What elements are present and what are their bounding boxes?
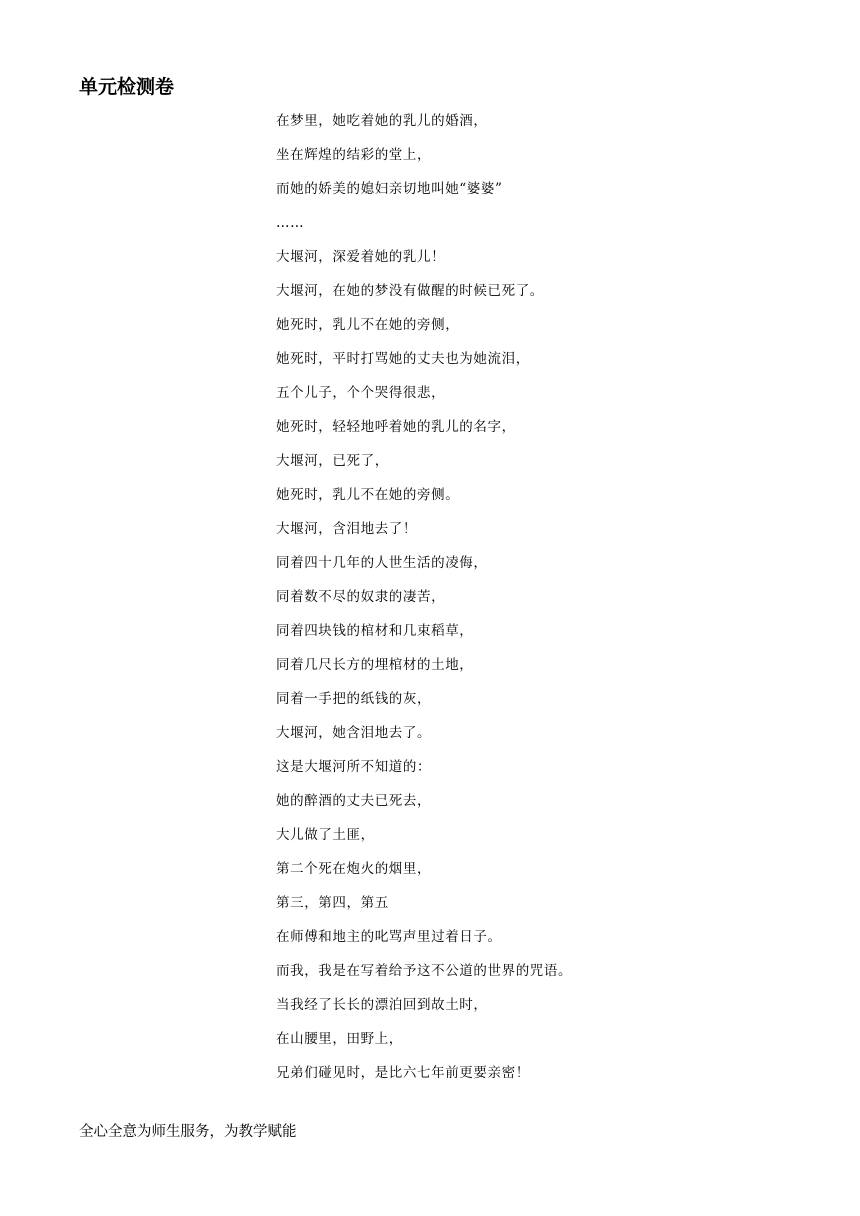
poem-line: 大堰河，含泪地去了！ (276, 521, 417, 537)
poem-line: 兄弟们碰见时，是比六七年前更要亲密！ (276, 1065, 530, 1081)
poem-line: 她死时，平时打骂她的丈夫也为她流泪， (276, 351, 530, 367)
poem-line: 在师傅和地主的叱骂声里过着日子。 (276, 929, 502, 945)
poem-line: 大儿做了土匪， (276, 827, 375, 843)
poem-line: 这是大堰河所不知道的： (276, 759, 432, 775)
poem-line: 大堰河，已死了， (276, 453, 389, 469)
footer-slogan: 全心全意为师生服务，为教学赋能 (79, 1124, 297, 1140)
poem-line: 她的醉酒的丈夫已死去， (276, 793, 432, 809)
poem-line: 她死时，轻轻地呼着她的乳儿的名字， (276, 419, 516, 435)
poem-line: 同着一手把的纸钱的灰， (276, 691, 432, 707)
poem-line: 她死时，乳儿不在她的旁侧。 (276, 487, 460, 503)
poem-line: 当我经了长长的漂泊回到故土时， (276, 997, 488, 1013)
poem-line: 在山腰里，田野上， (276, 1031, 403, 1047)
poem-line: 五个儿子，个个哭得很悲， (276, 385, 446, 401)
poem-line: 而我，我是在写着给予这不公道的世界的咒语。 (276, 963, 573, 979)
poem-line: 在梦里，她吃着她的乳儿的婚酒， (276, 113, 488, 129)
poem-line: 大堰河，深爱着她的乳儿！ (276, 249, 446, 265)
poem-line: 第三，第四，第五 (276, 895, 389, 911)
poem-line: 坐在辉煌的结彩的堂上， (276, 147, 432, 163)
poem-line: 同着数不尽的奴隶的凄苦， (276, 589, 446, 605)
poem-line: 大堰河，在她的梦没有做醒的时候已死了。 (276, 283, 544, 299)
poem-line: 同着四十几年的人世生活的凌侮， (276, 555, 488, 571)
poem-line: 同着几尺长方的埋棺材的土地， (276, 657, 474, 673)
page-title: 单元检测卷 (79, 76, 175, 98)
poem-line: 而她的娇美的媳妇亲切地叫她“婆婆” (276, 181, 503, 197)
poem-line: 她死时，乳儿不在她的旁侧， (276, 317, 460, 333)
poem-text (276, 108, 836, 1094)
poem-line: …… (276, 215, 305, 231)
poem-line: 第二个死在炮火的烟里， (276, 861, 432, 877)
poem-line: 同着四块钱的棺材和几束稻草， (276, 623, 474, 639)
poem-line: 大堰河，她含泪地去了。 (276, 725, 432, 741)
